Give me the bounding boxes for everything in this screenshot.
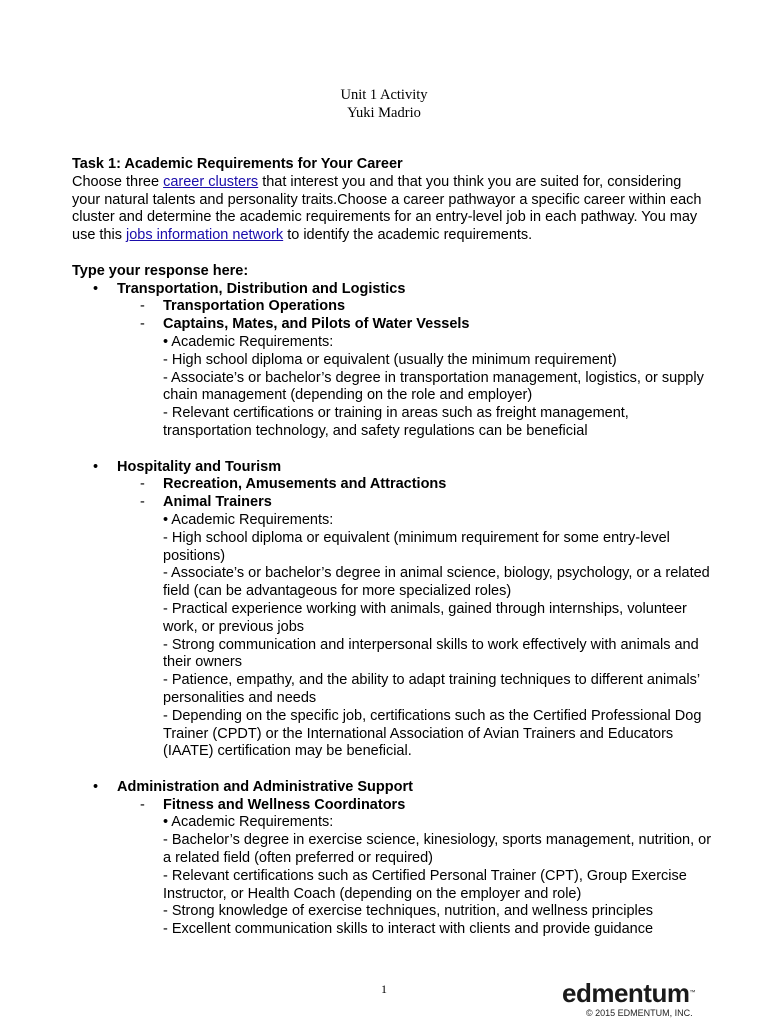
requirements-list [117, 334, 712, 441]
career-title: Animal Trainers [163, 494, 272, 511]
cluster-item [72, 459, 712, 762]
requirement-line: - Bachelor’s degree in exercise science, kinesiology, sports management, nutrition, or a related field (often preferred or required) [163, 832, 712, 867]
requirement-line: • Academic Requirements: [163, 814, 334, 831]
requirement-line: - Strong knowledge of exercise techniques, nutrition, and wellness principles [163, 903, 654, 920]
page-number: 1 [381, 982, 387, 996]
pathway-item [117, 797, 712, 815]
bullet-icon: • [93, 778, 99, 795]
career-item [117, 316, 712, 334]
author-name: Yuki Madrio [347, 105, 421, 121]
logo-text: edmentum [562, 978, 690, 1008]
bullet-icon: • [93, 458, 99, 475]
requirements-list [117, 814, 712, 939]
cluster-title: Hospitality and Tourism [117, 458, 282, 475]
requirement-line: - Relevant certifications or training in areas such as freight management, transportation technology, and safety regulations can be beneficial [163, 405, 629, 439]
pathway-item [117, 476, 712, 494]
dash-marker: - [140, 494, 145, 511]
task-instructions [72, 174, 712, 245]
requirement-line: - Excellent communication skills to interact with clients and provide guidance [163, 921, 654, 938]
dash-marker: - [140, 316, 145, 333]
requirement-line: - Practical experience working with animals, gained through internships, volunteer work, or previous jobs [163, 600, 687, 635]
trademark-symbol: ™ [689, 990, 695, 996]
cluster-item [72, 779, 712, 939]
response-prompt: Type your response here: [72, 262, 249, 279]
requirement-line: - High school diploma or equivalent (usually the minimum requirement) [163, 351, 617, 368]
dash-marker: - [140, 796, 145, 813]
cluster-item [72, 281, 712, 441]
pathway-title: Transportation Operations [163, 298, 346, 315]
intro-text-1: Choose three [72, 173, 164, 190]
copyright-notice: © 2015 EDMENTUM, INC. [586, 1008, 693, 1018]
requirement-line: - Associate’s or bachelor’s degree in animal science, biology, psychology, or a related field (can be advantageous for more specialized roles) [163, 565, 710, 600]
requirement-line: - Associate’s or bachelor’s degree in transportation management, logistics, or supply chain management (depending on the role and employer) [163, 369, 704, 404]
cluster-title: Transportation, Distribution and Logistics [117, 280, 406, 297]
edmentum-logo [562, 979, 695, 1007]
career-clusters-link[interactable]: career clusters [163, 173, 259, 190]
requirement-line: - Relevant certifications such as Certified Personal Trainer (CPT), Group Exercise Instructor, or Health Coach (depending on the employer and role) [163, 867, 687, 902]
pathway-title: Recreation, Amusements and Attractions [163, 476, 447, 493]
cluster-list [72, 281, 712, 939]
career-title: Captains, Mates, and Pilots of Water Vessels [163, 316, 470, 333]
dash-marker: - [140, 476, 145, 493]
bullet-icon: • [93, 280, 99, 297]
jobs-information-network-link[interactable]: jobs information network [126, 227, 284, 244]
requirement-line: • Academic Requirements: [163, 511, 334, 528]
requirement-line: - Depending on the specific job, certifications such as the Certified Professional Dog Trainer (CPDT) or the International Association of Avian Trainers and Educators (IAATE) certification may be beneficial. [163, 707, 702, 760]
requirements-list [117, 512, 712, 761]
document-title: Unit 1 Activity [340, 87, 428, 103]
dash-marker: - [140, 298, 145, 315]
task-heading: Task 1: Academic Requirements for Your Career [72, 156, 403, 172]
pathway-item [117, 298, 712, 316]
requirement-line: - Patience, empathy, and the ability to adapt training techniques to different animals’ personalities and needs [163, 672, 700, 706]
cluster-title: Administration and Administrative Support [117, 778, 413, 795]
intro-text-2: that interest you and that you think you are suited for, considering your natural talents and personality traits.Choose a career pathwayor a specific career within each cluster and determine the academic requirements for an entry-level job in each pathway. You may use this [72, 173, 702, 244]
requirement-line: - High school diploma or equivalent (minimum requirement for some entry-level positions) [163, 529, 670, 564]
career-item [117, 494, 712, 512]
document-header [0, 86, 768, 122]
requirement-line: - Strong communication and interpersonal skills to work effectively with animals and their owners [163, 636, 699, 671]
pathway-title: Fitness and Wellness Coordinators [163, 796, 406, 813]
requirement-line: • Academic Requirements: [163, 333, 334, 350]
intro-text-3: to identify the academic requirements. [283, 227, 533, 244]
document-body [72, 156, 712, 939]
